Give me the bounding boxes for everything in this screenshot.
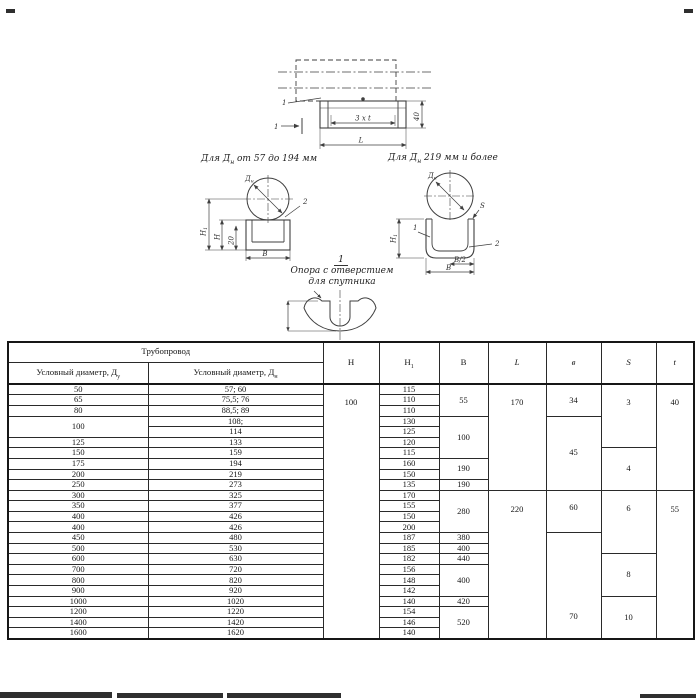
table-cell: 380 — [439, 533, 488, 544]
weld-dim-label: 3 x t — [355, 114, 371, 123]
table-cell: 120 — [379, 437, 439, 448]
thickness-s-label: S — [480, 202, 485, 210]
table-cell: 75,5; 76 — [148, 395, 323, 406]
table-cell: 194 — [148, 458, 323, 469]
b-dim-label: В — [446, 264, 452, 272]
scan-artifact — [640, 694, 696, 698]
scan-artifact — [0, 692, 112, 698]
table-cell: 159 — [148, 448, 323, 459]
table-cell: 900 — [8, 586, 148, 597]
table-cell: 200 — [379, 522, 439, 533]
weld-mark-label: 1 — [282, 99, 287, 107]
table-cell: 100 — [439, 416, 488, 458]
table-cell: 8 — [601, 554, 656, 596]
table-cell: 133 — [148, 437, 323, 448]
table-cell: 34 — [546, 384, 601, 416]
scan-artifact — [117, 693, 223, 698]
section-caption-line2: для спутника — [308, 277, 376, 287]
table-cell: 55 — [439, 384, 488, 416]
table-cell: 150 — [379, 469, 439, 480]
table-cell: 1200 — [8, 607, 148, 618]
scan-artifact — [227, 693, 341, 698]
table-cell: 280 — [439, 490, 488, 532]
header-pipe-group: Трубопровод — [8, 342, 323, 362]
header-col-t: t — [656, 342, 694, 384]
table-cell: 530 — [148, 543, 323, 554]
table-cell: 1220 — [148, 607, 323, 618]
table-cell: 40 — [656, 384, 694, 490]
table-cell: 146 — [379, 617, 439, 628]
table-cell: 4 — [601, 448, 656, 490]
table-cell: 187 — [379, 533, 439, 544]
table-cell: 148 — [379, 575, 439, 586]
table-cell: 720 — [148, 564, 323, 575]
table-cell: 182 — [379, 554, 439, 565]
detail-1-label: 1 — [413, 224, 418, 232]
table-cell: 57; 60 — [148, 384, 323, 395]
table-cell: 154 — [379, 607, 439, 618]
table-cell: 150 — [8, 448, 148, 459]
pipe-support-spec-table — [7, 341, 695, 640]
table-cell: 480 — [148, 533, 323, 544]
table-cell: 800 — [8, 575, 148, 586]
table-cell: 520 — [439, 607, 488, 639]
small-pipe-caption: Для $Д_н$ от 57 до 194 мм — [201, 154, 318, 166]
header-col-h: H — [323, 342, 379, 384]
header-col-b: B — [439, 342, 488, 384]
table-cell: 115 — [379, 448, 439, 459]
table-cell: 920 — [148, 586, 323, 597]
h1-dim-label: $H_1$ — [199, 227, 209, 236]
scan-artifact — [6, 9, 15, 13]
h-dim-label: H — [213, 233, 222, 240]
table-cell: 125 — [379, 427, 439, 438]
table-cell: 1600 — [8, 628, 148, 639]
table-cell: 170 — [379, 490, 439, 501]
leader-2 — [469, 244, 492, 247]
header-dn: Условный диаметр, $Д_н$ — [148, 362, 323, 384]
table-cell: 400 — [439, 543, 488, 554]
channel-support — [246, 220, 290, 250]
table-cell: 108; — [148, 416, 323, 427]
table-cell: 185 — [379, 543, 439, 554]
scan-artifact — [684, 9, 693, 13]
height-40-dim-label: 40 — [413, 112, 421, 121]
header-col-l: L — [488, 342, 546, 384]
pipe-hidden-outline — [296, 60, 396, 101]
table-cell: 65 — [8, 395, 148, 406]
table-cell: 325 — [148, 490, 323, 501]
table-cell: 130 — [379, 416, 439, 427]
table-cell: 160 — [379, 458, 439, 469]
table-cell: 135 — [379, 480, 439, 491]
pipe-diameter-label: $Д_н$ — [245, 175, 254, 185]
table-cell: 377 — [148, 501, 323, 512]
table-cell: 219 — [148, 469, 323, 480]
b-dim-label: В — [262, 250, 268, 258]
table-cell: 426 — [148, 522, 323, 533]
table-cell: 426 — [148, 511, 323, 522]
length-dim-label: L — [358, 136, 364, 145]
table-cell: 1020 — [148, 596, 323, 607]
table-cell: 70 — [546, 533, 601, 639]
table-cell: 400 — [439, 564, 488, 596]
table-row — [8, 384, 694, 395]
section-caption-line1: Опора с отверстием — [290, 266, 394, 276]
table-cell: 300 — [8, 490, 148, 501]
table-cell: 60 — [546, 490, 601, 532]
detail-2-label: 2 — [303, 198, 308, 206]
table-cell: 142 — [379, 586, 439, 597]
table-cell: 115 — [379, 384, 439, 395]
saddle-support-outer — [426, 219, 474, 258]
table-cell: 3 — [601, 384, 656, 448]
small-pipe-section-drawing — [193, 166, 345, 266]
dim-20-label: 20 — [227, 236, 236, 245]
table-cell: 150 — [379, 511, 439, 522]
table-cell: 500 — [8, 543, 148, 554]
large-pipe-caption: Для $Д_н$ 219 мм и более — [388, 153, 498, 165]
saddle-support-inner — [432, 219, 468, 251]
header-col-s: S — [601, 342, 656, 384]
table-cell: 140 — [379, 628, 439, 639]
table-cell: 190 — [439, 480, 488, 491]
table-cell: 220 — [488, 490, 546, 639]
table-cell: 250 — [8, 480, 148, 491]
h1-dim-label: $H_1$ — [389, 234, 399, 243]
table-cell: 88,5; 89 — [148, 405, 323, 416]
table-cell: 175 — [8, 458, 148, 469]
table-cell: 450 — [8, 533, 148, 544]
front-view-drawing — [268, 55, 446, 160]
table-cell: 80 — [8, 405, 148, 416]
header-dy: Условный диаметр, $Д_у$ — [8, 362, 148, 384]
header-col-v: в — [546, 342, 601, 384]
tracer-hole-drawing — [268, 290, 413, 342]
table-cell: 156 — [379, 564, 439, 575]
table-cell: 55 — [656, 490, 694, 639]
table-cell: 125 — [8, 437, 148, 448]
table-cell: 630 — [148, 554, 323, 565]
table-cell: 600 — [8, 554, 148, 565]
table-cell: 155 — [379, 501, 439, 512]
table-cell: 110 — [379, 405, 439, 416]
large-pipe-section-drawing — [378, 166, 538, 278]
table-cell: 820 — [148, 575, 323, 586]
table-cell: 1400 — [8, 617, 148, 628]
table-cell: 6 — [601, 490, 656, 554]
table-cell: 273 — [148, 480, 323, 491]
table-cell: 114 — [148, 427, 323, 438]
table-cell: 45 — [546, 416, 601, 490]
table-cell: 170 — [488, 384, 546, 490]
section-view-mark: 1 — [334, 254, 348, 266]
table-cell: 100 — [8, 416, 148, 437]
table-cell: 50 — [8, 384, 148, 395]
pipe-diameter-label: $Д_н$ — [428, 172, 437, 182]
weld-spot — [361, 97, 365, 101]
table-cell: 140 — [379, 596, 439, 607]
table-cell: 1420 — [148, 617, 323, 628]
table-cell: 200 — [8, 469, 148, 480]
table-cell: 10 — [601, 596, 656, 639]
table-cell: 700 — [8, 564, 148, 575]
table-cell: 400 — [8, 522, 148, 533]
detail-2-label: 2 — [495, 240, 500, 248]
table-cell: 190 — [439, 458, 488, 479]
table-cell: 420 — [439, 596, 488, 607]
table-cell: 440 — [439, 554, 488, 565]
b-half-dim-label: В/2 — [454, 256, 466, 264]
leader-1 — [418, 232, 430, 237]
table-cell: 1000 — [8, 596, 148, 607]
table-cell: 400 — [8, 511, 148, 522]
table-cell: 100 — [323, 384, 379, 639]
table-cell: 1620 — [148, 628, 323, 639]
table-body — [8, 384, 694, 639]
table-cell: 110 — [379, 395, 439, 406]
leader-s — [473, 210, 479, 218]
table-cell: 350 — [8, 501, 148, 512]
header-col-h1: $H_1$ — [379, 342, 439, 384]
section-mark-label: 1 — [274, 123, 279, 131]
